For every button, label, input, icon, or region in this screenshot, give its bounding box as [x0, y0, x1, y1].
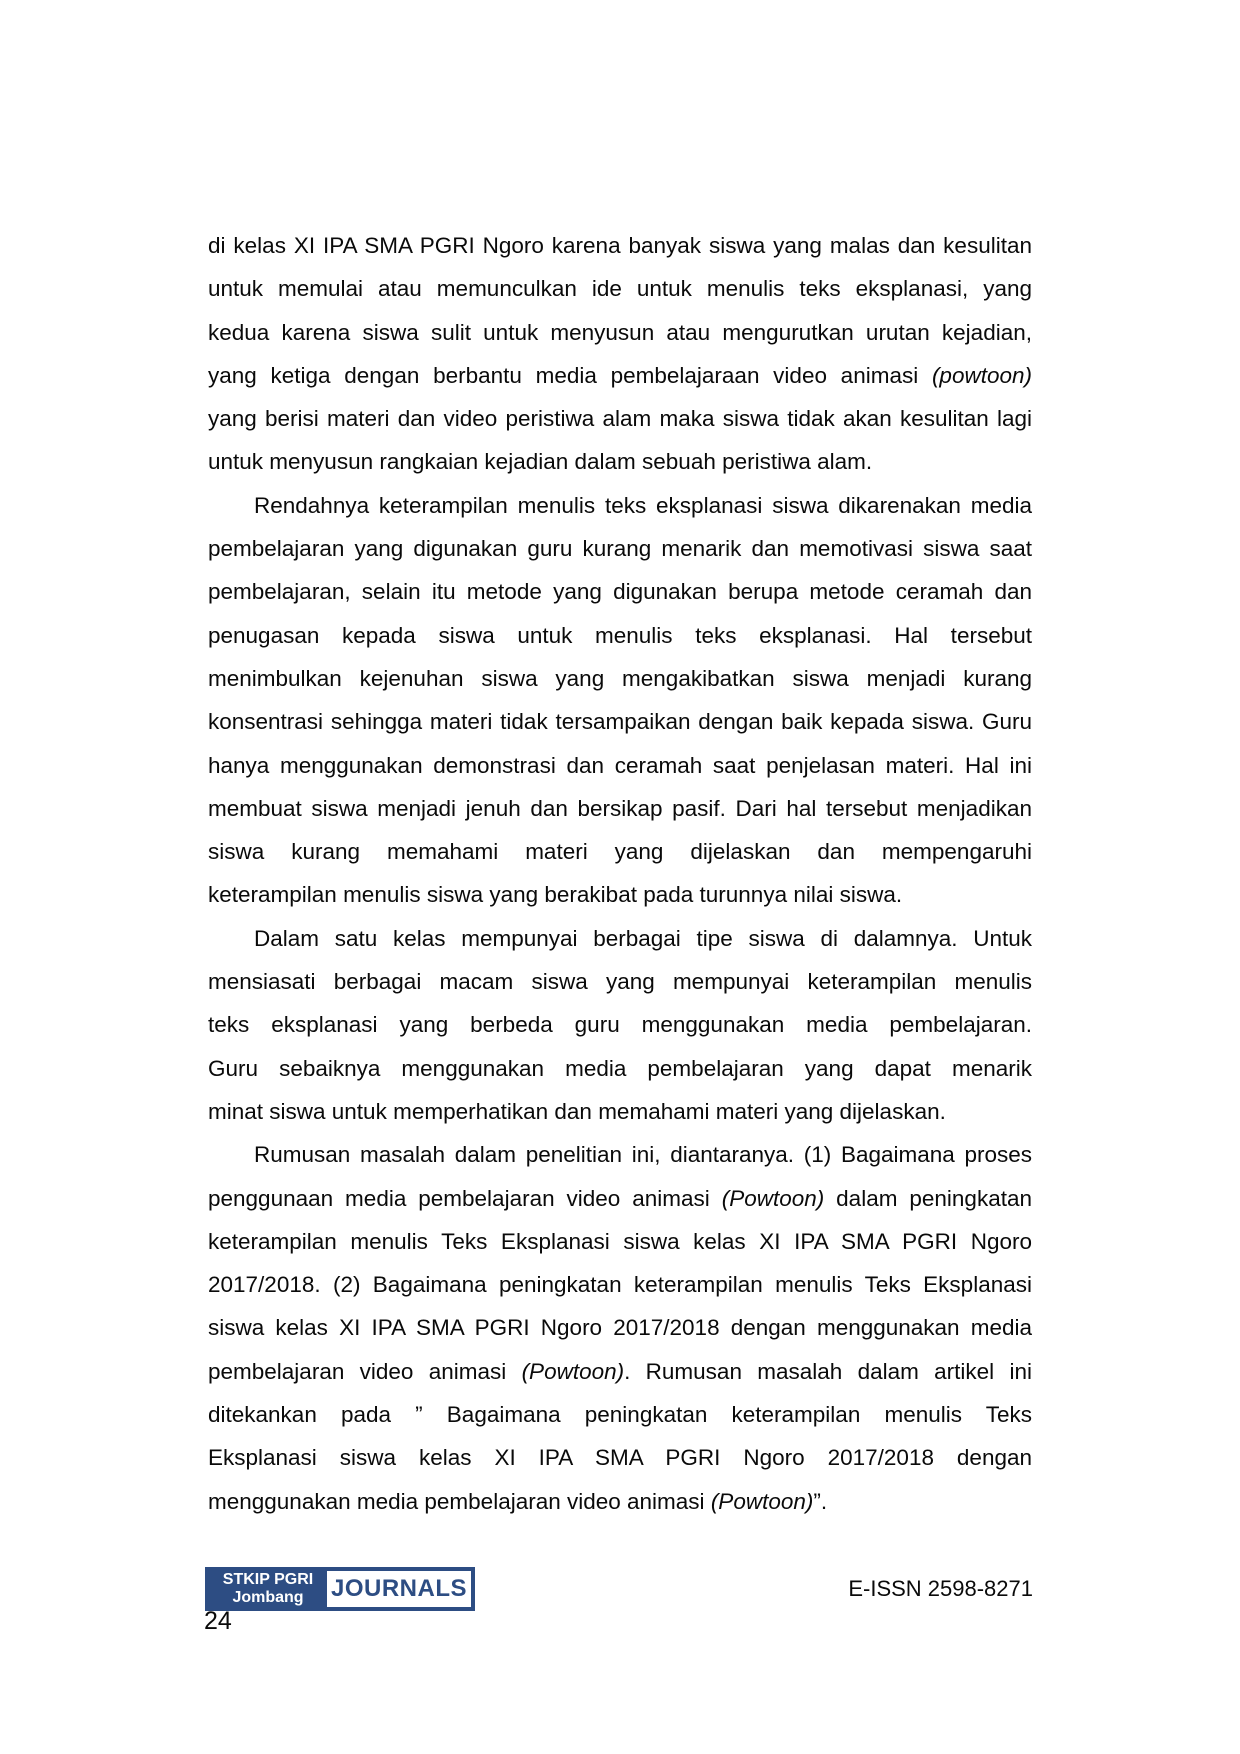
page-number: 24 — [204, 1607, 232, 1635]
text-line — [208, 960, 1032, 1003]
text-segment: yang berisi materi dan video peristiwa alam maka siswa tidak akan kesulitan lagi — [208, 406, 1032, 432]
italic-text-segment: (Powtoon) — [521, 1358, 625, 1384]
text-line — [208, 267, 1032, 310]
text-segment: dalam peningkatan — [824, 1185, 1032, 1211]
text-segment: mensiasati berbagai macam siswa yang mempunyai keterampilan menulis — [208, 969, 1032, 995]
text-line — [208, 744, 1032, 787]
text-segment: minat siswa untuk memperhatikan dan memahami materi yang dijelaskan. — [208, 1098, 946, 1124]
text-segment: kedua karena siswa sulit untuk menyusun atau mengurutkan urutan kejadian, — [208, 319, 1032, 345]
text-line — [208, 917, 1032, 960]
journals-label: JOURNALS — [330, 1575, 467, 1602]
text-line — [208, 1350, 1032, 1393]
text-line — [208, 1003, 1032, 1046]
text-line — [208, 397, 1032, 440]
text-line — [208, 830, 1032, 873]
text-line — [208, 1306, 1032, 1349]
text-line — [208, 614, 1032, 657]
text-line — [208, 1133, 1032, 1176]
text-line — [208, 570, 1032, 613]
logo-institution-city: Jombang — [232, 1589, 304, 1606]
text-segment: menimbulkan kejenuhan siswa yang mengakibatkan siswa menjadi kurang — [208, 665, 1032, 691]
text-segment: hanya menggunakan demonstrasi dan ceramah saat penjelasan materi. Hal ini — [208, 752, 1032, 778]
text-line — [208, 1220, 1032, 1263]
text-segment: konsentrasi sehingga materi tidak tersampaikan dengan baik kepada siswa. Guru — [208, 709, 1032, 735]
text-line — [208, 873, 1032, 916]
text-segment: teks eksplanasi yang berbeda guru menggunakan media pembelajaran. — [208, 1012, 1032, 1038]
text-segment: penugasan kepada siswa untuk menulis teks eksplanasi. Hal tersebut — [208, 622, 1032, 648]
issn-label: E-ISSN 2598-8271 — [848, 1576, 1033, 1601]
text-line — [208, 1480, 1032, 1523]
text-line — [208, 657, 1032, 700]
text-line — [208, 224, 1032, 267]
text-segment: pembelajaran video animasi — [208, 1358, 522, 1384]
text-segment: Rendahnya keterampilan menulis teks eksplanasi siswa dikarenakan media — [254, 492, 1032, 518]
text-line — [208, 1177, 1032, 1220]
text-segment: menggunakan media pembelajaran video animasi — [208, 1488, 711, 1514]
text-segment: Eksplanasi siswa kelas XI IPA SMA PGRI Ngoro 2017/2018 dengan — [208, 1445, 1032, 1471]
text-segment: . Rumusan masalah dalam artikel ini — [624, 1358, 1032, 1384]
text-line — [208, 484, 1032, 527]
text-line — [208, 440, 1032, 483]
text-segment: Guru sebaiknya menggunakan media pembelajaran yang dapat menarik — [208, 1055, 1032, 1081]
text-line — [208, 700, 1032, 743]
italic-text-segment: (Powtoon) — [721, 1185, 825, 1211]
text-segment: keterampilan menulis siswa yang berakibat pada turunnya nilai siswa. — [208, 882, 903, 908]
text-segment: membuat siswa menjadi jenuh dan bersikap pasif. Dari hal tersebut menjadikan — [208, 795, 1032, 821]
logo-journals-box — [327, 1571, 471, 1607]
text-segment: yang ketiga dengan berbantu media pembelajaraan video animasi — [208, 362, 932, 388]
text-segment: untuk memulai atau memunculkan ide untuk menulis teks eksplanasi, yang — [208, 276, 1032, 302]
text-segment: pembelajaran yang digunakan guru kurang menarik dan memotivasi siswa saat — [208, 536, 1032, 562]
text-segment: Rumusan masalah dalam penelitian ini, diantaranya. (1) Bagaimana proses — [254, 1142, 1032, 1168]
text-segment: untuk menyusun rangkaian kejadian dalam sebuah peristiwa alam. — [208, 449, 873, 475]
journal-logo — [205, 1567, 475, 1611]
text-line — [208, 1393, 1032, 1436]
italic-text-segment: (powtoon) — [931, 362, 1032, 388]
logo-institution-box — [209, 1571, 327, 1607]
text-segment: siswa kurang memahami materi yang dijelaskan dan mempengaruhi — [208, 839, 1032, 865]
italic-text-segment: (Powtoon) — [710, 1488, 814, 1514]
body-text — [208, 224, 1032, 1523]
text-segment: siswa kelas XI IPA SMA PGRI Ngoro 2017/2018 dengan menggunakan media — [208, 1315, 1032, 1341]
text-segment: keterampilan menulis Teks Eksplanasi siswa kelas XI IPA SMA PGRI Ngoro — [208, 1228, 1032, 1254]
text-line — [208, 1436, 1032, 1479]
logo-institution-name: STKIP PGRI — [222, 1571, 314, 1588]
text-segment: ditekankan pada ” Bagaimana peningkatan keterampilan menulis Teks — [208, 1402, 1032, 1428]
text-segment: ”. — [813, 1488, 828, 1514]
text-line — [208, 1047, 1032, 1090]
text-line — [208, 787, 1032, 830]
text-segment: penggunaan media pembelajaran video animasi — [208, 1185, 722, 1211]
text-segment: 2017/2018. (2) Bagaimana peningkatan keterampilan menulis Teks Eksplanasi — [208, 1272, 1032, 1298]
text-line — [208, 527, 1032, 570]
text-segment: di kelas XI IPA SMA PGRI Ngoro karena banyak siswa yang malas dan kesulitan — [208, 233, 1032, 258]
text-line — [208, 354, 1032, 397]
text-segment: pembelajaran, selain itu metode yang digunakan berupa metode ceramah dan — [208, 579, 1032, 605]
text-segment: Dalam satu kelas mempunyai berbagai tipe siswa di dalamnya. Untuk — [254, 925, 1032, 951]
text-line — [208, 1090, 1032, 1133]
text-line — [208, 311, 1032, 354]
text-line — [208, 1263, 1032, 1306]
